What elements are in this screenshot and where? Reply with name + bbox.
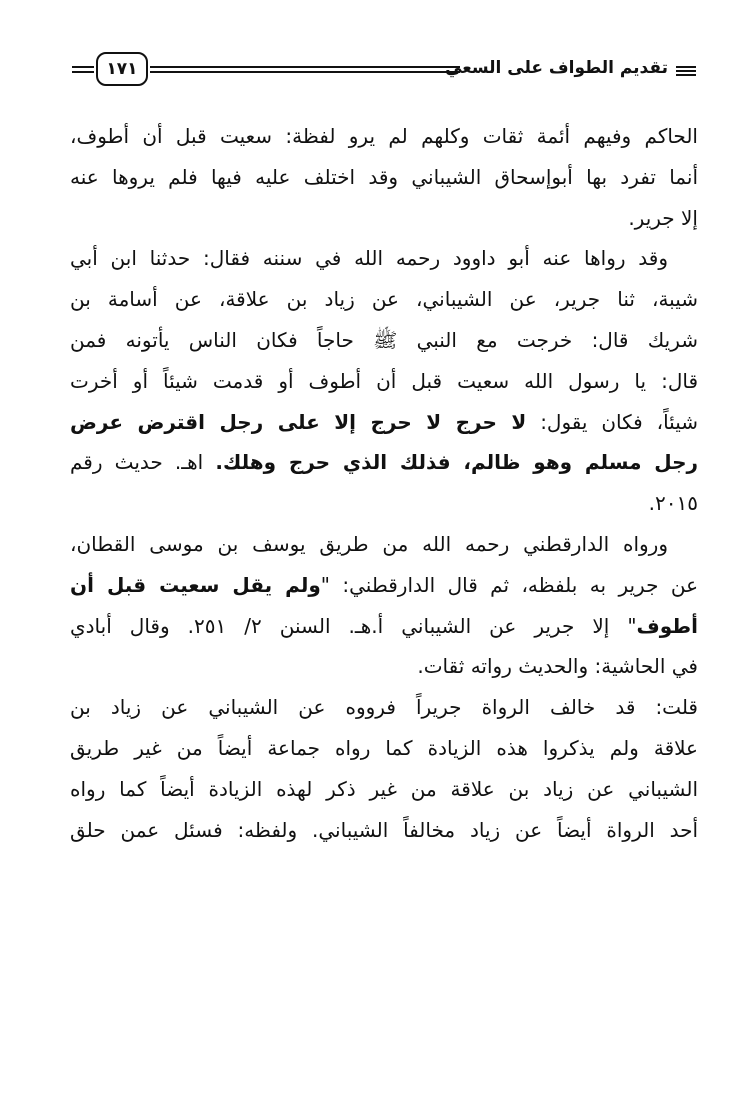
text-line: الحاكم وفيهم أئمة ثقات وكلهم لم يرو لفظة: سعيت قبل أن أطوف، (70, 124, 698, 148)
quoted-text: أطوف (636, 613, 698, 638)
text-line: ورواه الدارقطني رحمه الله من طريق يوسف بن موسى القطان، (70, 531, 668, 556)
hadith-text: لا حرج لا حرج إلا على رجل اقترض عرض (70, 409, 527, 434)
text-line: أنما تفرد بها أبوإسحاق الشيباني وقد اختلف عليه فيها فلم يروها عنه (70, 164, 698, 189)
text-line (70, 402, 698, 443)
text-line: قال: يا رسول الله سعيت قبل أن أطوف أو قدمت شيئاً أو أخرت (70, 368, 698, 393)
text-line: وقد رواها عنه أبو داوود رحمه الله في سننه فقال: حدثنا ابن أبي (70, 246, 668, 271)
text-run: شيئاً، فكان يقول: (540, 409, 699, 434)
page-header (72, 48, 696, 92)
text-run: عن جرير به بلفظه، ثم قال الدارقطني: " (320, 572, 699, 597)
text-line (70, 606, 698, 647)
body-text (70, 116, 698, 850)
text-line: قلت: قد خالف الرواة جريراً فرووه عن الشيباني عن زياد بن (70, 695, 698, 720)
text-run: اهـ. حديث رقم (70, 450, 204, 475)
text-line: ٢٠١٥. (648, 491, 698, 516)
header-rule-left (72, 62, 94, 78)
text-line: شريك قال: خرجت مع النبي ﷺ حاجاً فكان الناس يأتونه فمن (70, 327, 698, 352)
header-ornament-bars (676, 66, 696, 76)
text-line (70, 442, 698, 483)
paragraph-1 (70, 116, 698, 238)
text-run: " إلا جرير عن الشيباني أ.هـ. السنن ٢/ ٢٥١. وقال أبادي (70, 613, 637, 638)
text-line (70, 565, 698, 606)
text-line: الشيباني عن زياد بن علاقة من غير ذكر لهذه الزيادة أيضاً كما رواه (70, 776, 698, 801)
running-title: تقديم الطواف على السعي (445, 58, 668, 78)
quoted-text: ولم يقل سعيت قبل أن (70, 572, 321, 597)
text-line: أحد الرواة أيضاً عن زياد مخالفاً الشيباني. ولفظه: فسئل عمن حلق (70, 817, 698, 842)
paragraph-3 (70, 524, 698, 687)
paragraph-4 (70, 687, 698, 850)
text-line: علاقة ولم يذكروا هذه الزيادة كما رواه جماعة أيضاً من غير طريق (70, 735, 698, 760)
header-rule (150, 62, 460, 78)
page-number: ١٧١ (96, 52, 148, 86)
text-line: في الحاشية: والحديث رواته ثقات. (417, 654, 698, 679)
paragraph-2 (70, 238, 698, 524)
text-line: شيبة، ثنا جرير، عن الشيباني، عن زياد بن علاقة، عن أسامة بن (70, 287, 698, 312)
text-line: إلا جرير. (628, 205, 698, 230)
hadith-text: رجل مسلم وهو ظالم، فذلك الذي حرج وهلك. (215, 450, 698, 475)
